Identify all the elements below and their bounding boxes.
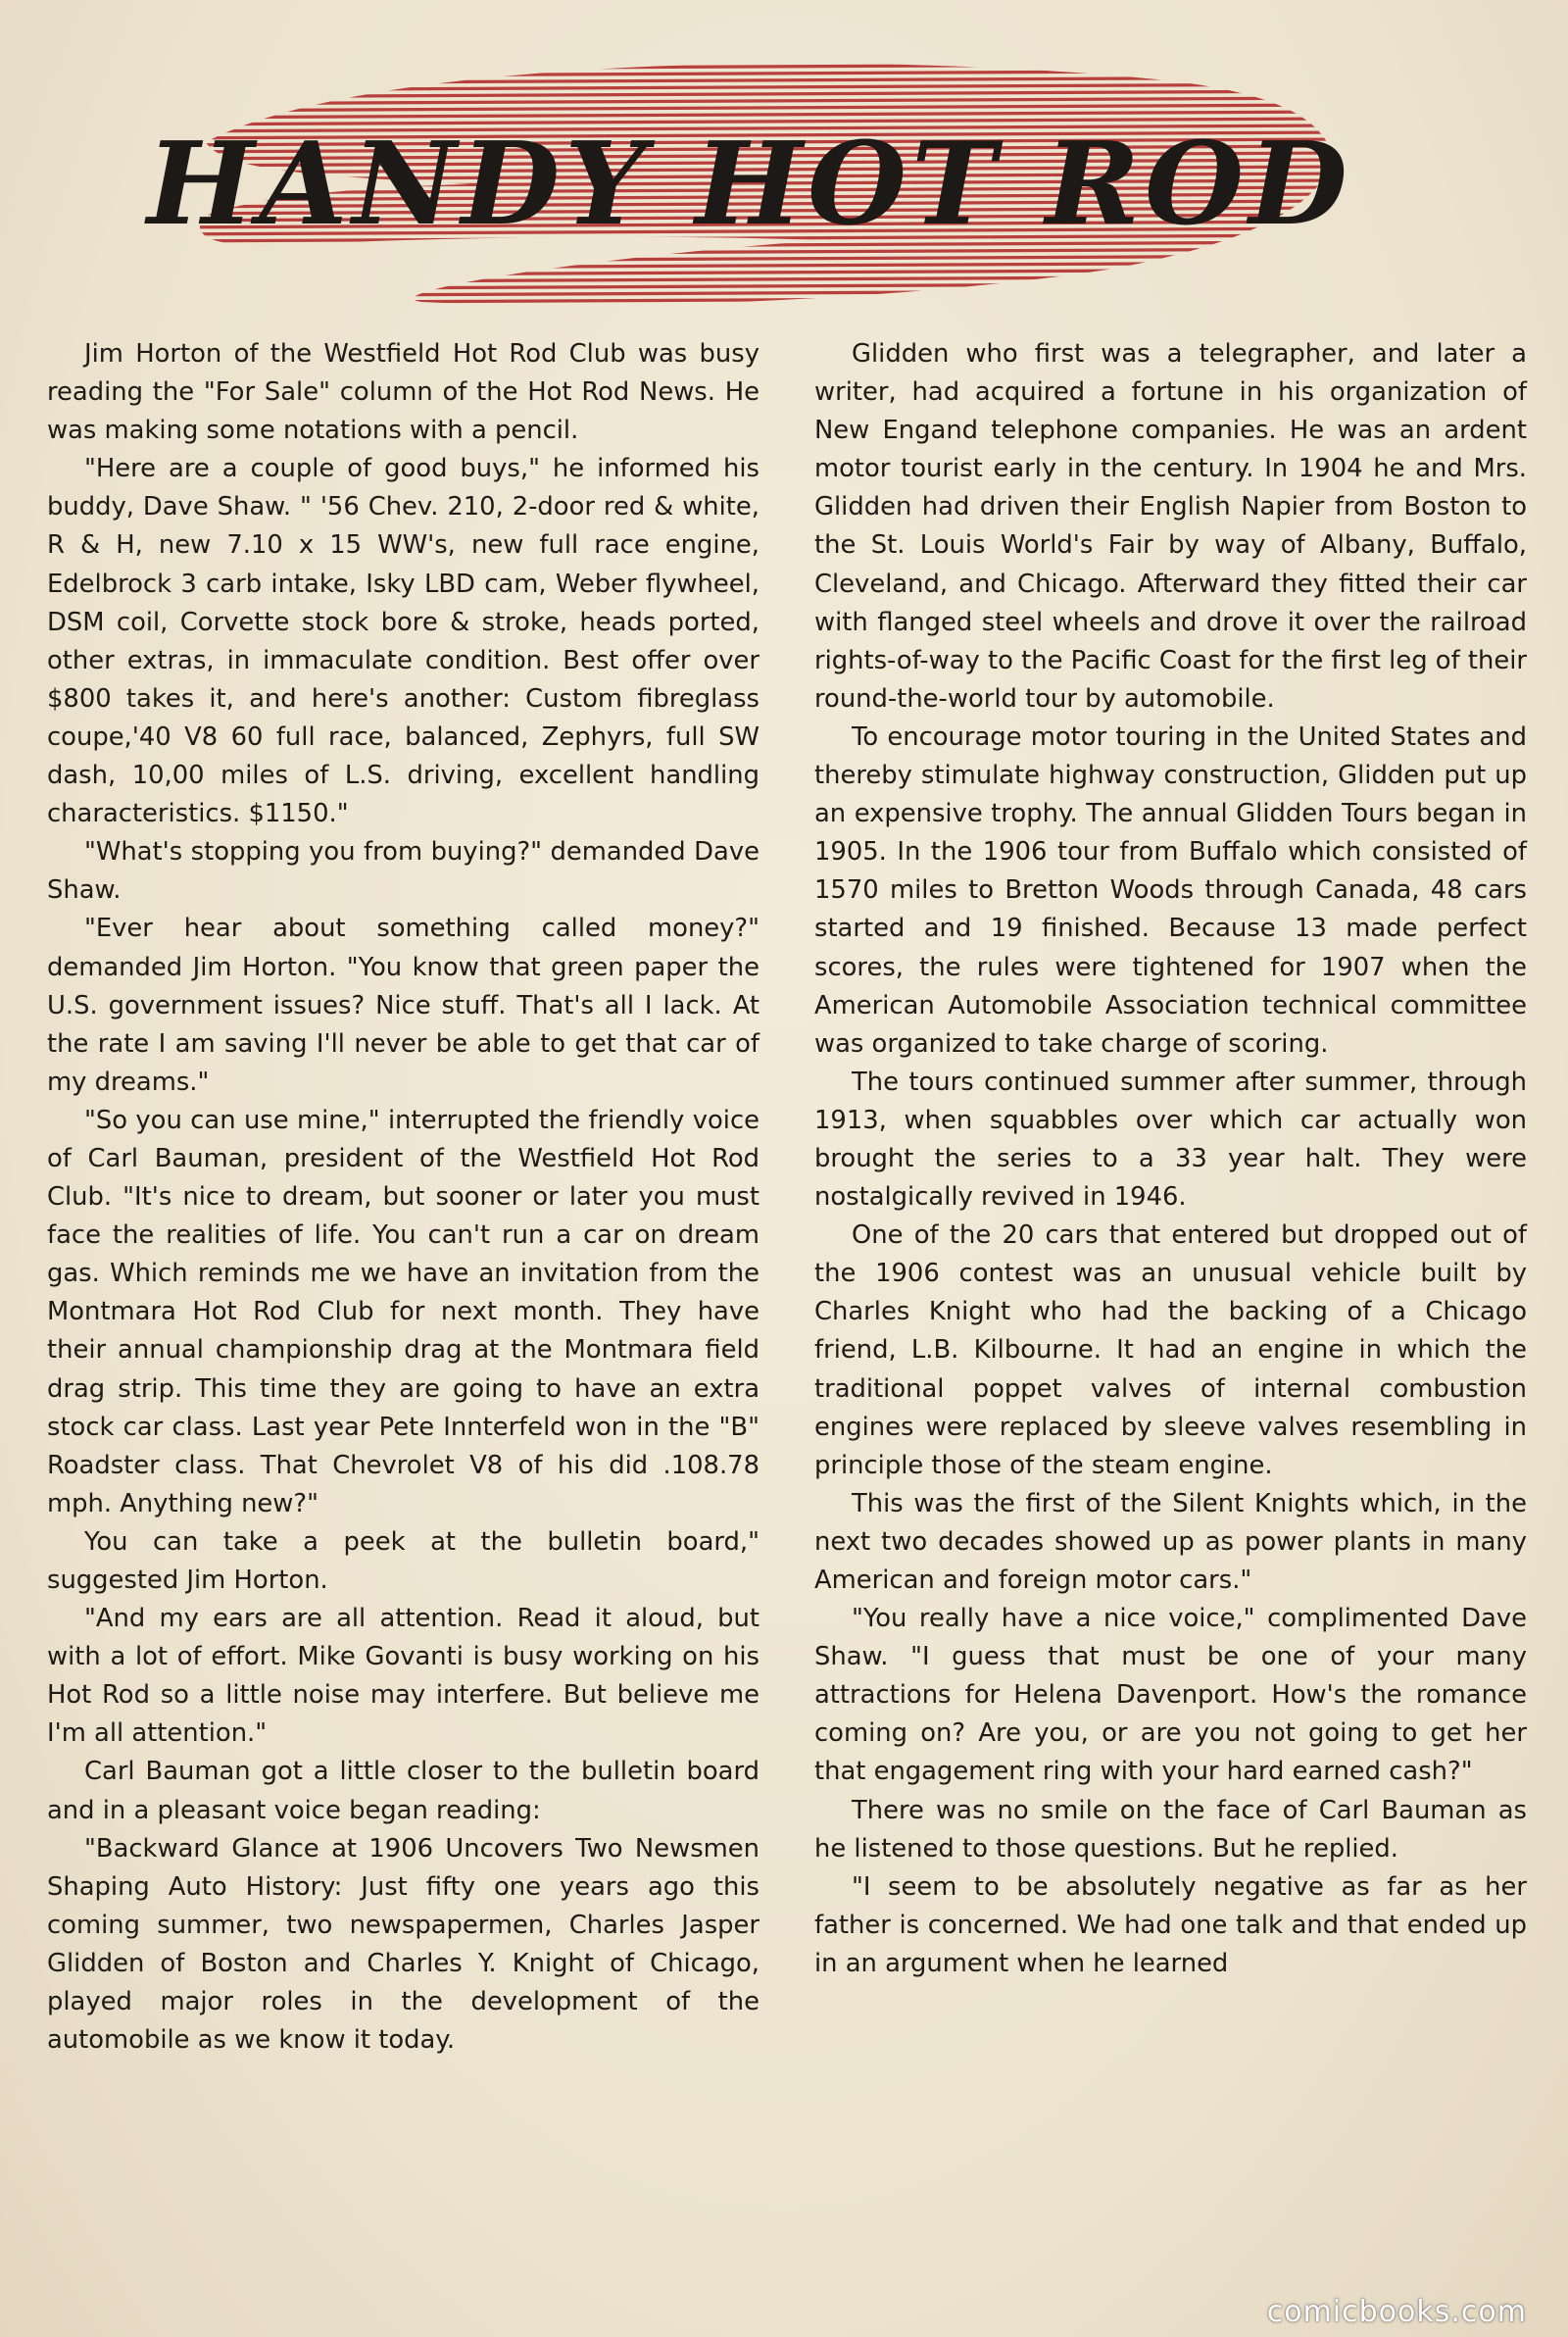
article-paragraph: "I seem to be absolutely negative as far as her father is concerned. We had one talk and that ended up in an argument when he learned bbox=[814, 1871, 1527, 1978]
streak-line bbox=[147, 297, 1343, 303]
title-banner bbox=[147, 49, 1352, 328]
streak-line bbox=[147, 290, 1343, 296]
article-paragraph: Glidden who first was a telegrapher, and later a writer, had acquired a fortune in his organization of New Engand telephone companies. He was an ardent motor tourist early in the century. In 1904 he and Mrs. Glidden had driven their English Napier from Boston to the St. Louis World's Fair by way of Albany, Buffalo, Cleveland, and Chicago. Afterward they fitted their car with flanged steel wheels and drove it over the railroad rights-of-way to the Pacific Coast for the first leg of their round-the-world tour by automobile. bbox=[814, 339, 1527, 714]
streak-line bbox=[147, 77, 1343, 83]
article-paragraph: "And my ears are all attention. Read it aloud, but with a lot of effort. Mike Govanti is busy working on his Hot Rod so a little noise may interfere. But believe me I'm all attention." bbox=[47, 1604, 760, 1749]
article-paragraph: You can take a peek at the bulletin board," suggested Jim Horton. bbox=[47, 1526, 760, 1595]
streak-line bbox=[147, 64, 1343, 70]
streak-line bbox=[147, 318, 1343, 323]
streak-line bbox=[147, 311, 1343, 317]
article-right-column bbox=[814, 335, 1527, 2286]
article-paragraph: The tours continued summer after summer, through 1913, when squabbles over which car actually won brought the series to a 33 year halt. They were nostalgically revived in 1946. bbox=[814, 1067, 1527, 1213]
page-title: HANDY HOT ROD bbox=[147, 118, 1352, 251]
article-paragraph: Jim Horton of the Westfield Hot Rod Club was busy reading the "For Sale" column of the Hot Rod News. He was making some notations with a pencil. bbox=[47, 339, 760, 446]
streak-line bbox=[147, 98, 1343, 104]
streak-line bbox=[147, 270, 1343, 275]
article-paragraph: "Ever hear about something called money?" demanded Jim Horton. "You know that green paper the U.S. government issues? Nice stuff. That's all I lack. At the rate I am saving I'll never be able to get that car of my dreams." bbox=[47, 914, 760, 1097]
article-paragraph: There was no smile on the face of Carl Bauman as he listened to those questions. But he replied. bbox=[814, 1795, 1527, 1864]
streak-line bbox=[147, 276, 1343, 282]
streak-line bbox=[147, 57, 1343, 63]
article-left-column bbox=[47, 335, 760, 2286]
streak-line bbox=[147, 71, 1343, 76]
streak-line bbox=[147, 256, 1343, 262]
streak-line bbox=[147, 91, 1343, 97]
streak-line bbox=[147, 263, 1343, 269]
streak-line bbox=[147, 84, 1343, 90]
streak-line bbox=[147, 105, 1343, 111]
article-paragraph: "What's stopping you from buying?" demanded Dave Shaw. bbox=[47, 837, 760, 906]
streak-line bbox=[147, 283, 1343, 289]
article-paragraph: "Backward Glance at 1906 Uncovers Two Newsmen Shaping Auto History: Just fifty one years ago this coming summer, two newspapermen, Charles Jasper Glidden of Boston and Charles Y. Knight of Chicago, played major roles in the development of the automobile as we know it today. bbox=[47, 1833, 760, 2056]
article-paragraph: "Here are a couple of good buys," he informed his buddy, Dave Shaw. " '56 Chev. 210, 2-door red & white, R & H, new 7.10 x 15 WW's, new full race engine, Edelbrock 3 carb intake, Isky LBD cam, Weber flywheel, DSM coil, Corvette stock bore & stroke, heads ported, other extras, in immaculate condition. Best offer over $800 takes it, and here's another: Custom fibreglass coupe,'40 V8 60 full race, balanced, Zephyrs, full SW dash, 10,00 miles of L.S. driving, excellent handling characteristics. $1150." bbox=[47, 454, 760, 829]
article-paragraph: Carl Bauman got a little closer to the bulletin board and in a pleasant voice began reading: bbox=[47, 1757, 760, 1825]
streak-line bbox=[147, 50, 1343, 56]
streak-line bbox=[147, 304, 1343, 310]
article-paragraph: "You really have a nice voice," complimented Dave Shaw. "I guess that must be one of your many attractions for Helena Davenport. How's the romance coming on? Are you, or are you not going to get her that engagement ring with your hard earned cash?" bbox=[814, 1604, 1527, 1787]
article-paragraph: To encourage motor touring in the United States and thereby stimulate highway construction, Glidden put up an expensive trophy. The annual Glidden Tours began in 1905. In the 1906 tour from Buffalo which consisted of 1570 miles to Bretton Woods through Canada, 48 cars started and 19 finished. Because 13 made perfect scores, the rules were tightened for 1907 when the American Automobile Association technical committee was organized to take charge of scoring. bbox=[814, 721, 1527, 1059]
article-paragraph: One of the 20 cars that entered but dropped out of the 1906 contest was an unusual vehicle built by Charles Knight who had the backing of a Chicago friend, L.B. Kilbourne. It had an engine in which the traditional poppet valves of internal combustion engines were replaced by sleeve valves resembling in principle those of the steam engine. bbox=[814, 1220, 1527, 1480]
article-columns bbox=[47, 335, 1527, 2286]
article-paragraph: This was the first of the Silent Knights which, in the next two decades showed up as power plants in many American and foreign motor cars." bbox=[814, 1488, 1527, 1595]
article-paragraph: "So you can use mine," interrupted the friendly voice of Carl Bauman, president of the Westfield Hot Rod Club. "It's nice to dream, but sooner or later you must face the realities of life. You can't run a car on dream gas. Which reminds me we have an invitation from the Montmara Hot Rod Club for next month. They have their annual championship drag at the Montmara field drag strip. This time they are going to have an extra stock car class. Last year Pete Innterfeld won in the "B" Roadster class. That Chevrolet V8 of his did .108.78 mph. Anything new?" bbox=[47, 1105, 760, 1518]
watermark: comicbooks.com bbox=[1266, 2295, 1527, 2329]
